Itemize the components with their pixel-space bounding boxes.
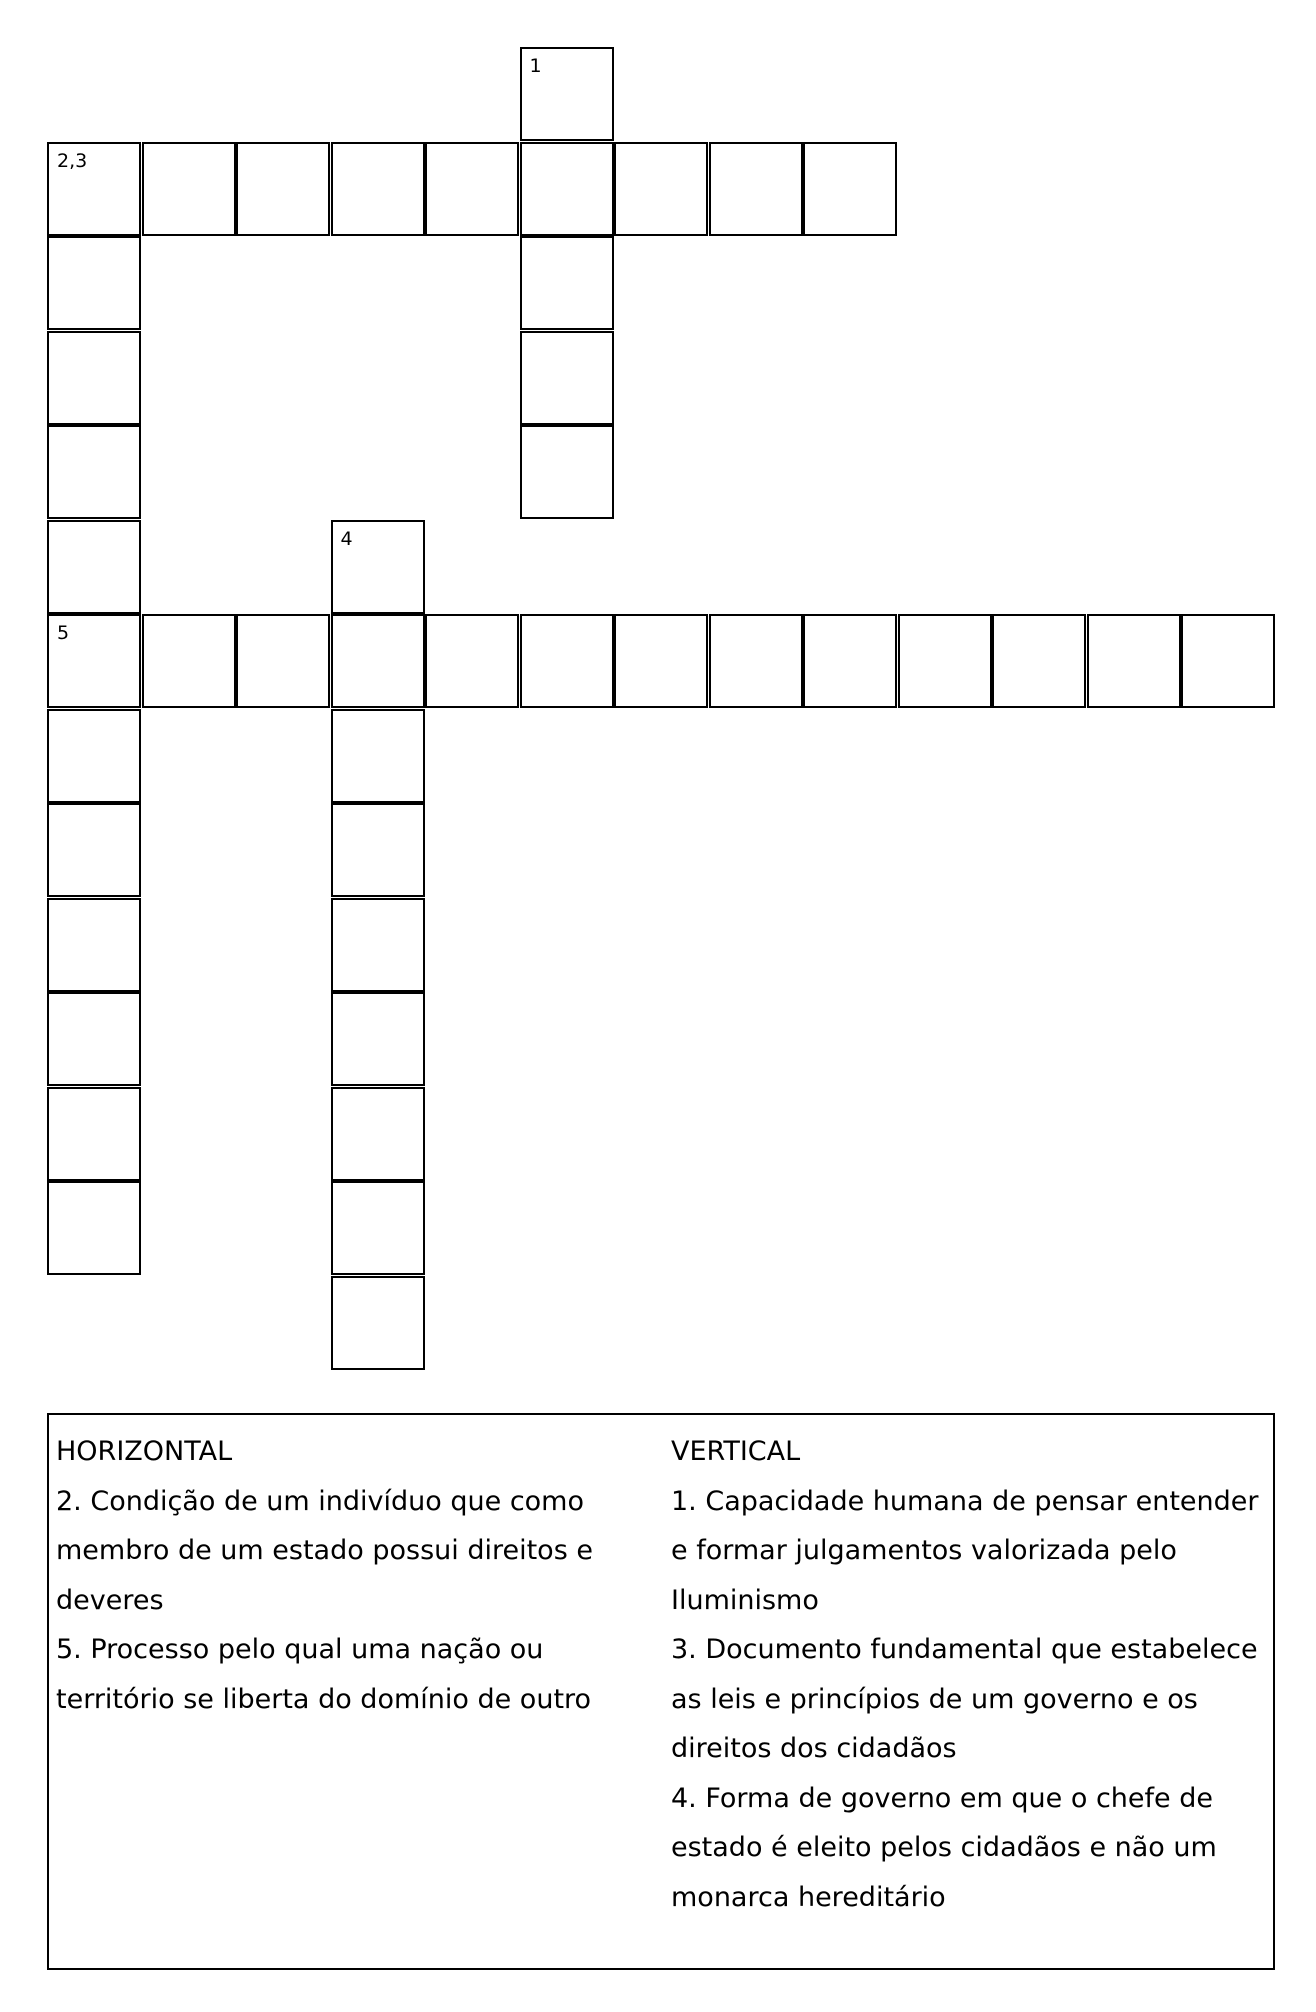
- grid-cell[interactable]: [1181, 614, 1275, 708]
- grid-cell[interactable]: [47, 331, 141, 425]
- grid-cell[interactable]: [331, 614, 425, 708]
- grid-cell[interactable]: [236, 142, 330, 236]
- grid-cell[interactable]: [614, 142, 708, 236]
- grid-cell[interactable]: [803, 614, 897, 708]
- clue-vertical-3: 3. Documento fundamental que estabelece as leis e princípios de um governo e os direitos dos cidadãos: [671, 1634, 1258, 1764]
- grid-cell[interactable]: [898, 614, 992, 708]
- grid-cell[interactable]: [47, 425, 141, 519]
- grid-cell[interactable]: [425, 614, 519, 708]
- vertical-heading: VERTICAL: [671, 1436, 801, 1467]
- grid-cell[interactable]: [331, 898, 425, 992]
- grid-cell[interactable]: [331, 803, 425, 897]
- clue-horizontal-5: 5. Processo pelo qual uma nação ou território se liberta do domínio de outro: [56, 1634, 592, 1715]
- grid-cell[interactable]: [47, 898, 141, 992]
- grid-cell[interactable]: [520, 331, 614, 425]
- horizontal-clues: [56, 1427, 616, 1724]
- grid-cell[interactable]: [236, 614, 330, 708]
- grid-cell[interactable]: [47, 142, 141, 236]
- clue-vertical-4: 4. Forma de governo em que o chefe de estado é eleito pelos cidadãos e não um monarca hereditário: [671, 1782, 1217, 1913]
- clue-number: 4: [340, 527, 353, 550]
- vertical-clues: [671, 1427, 1271, 1922]
- grid-cell[interactable]: [47, 520, 141, 614]
- grid-cell[interactable]: [47, 236, 141, 330]
- grid-cell[interactable]: [47, 1087, 141, 1181]
- clues-box: [47, 1413, 1275, 1970]
- clue-number: 2,3: [57, 149, 88, 172]
- grid-cell[interactable]: [331, 520, 425, 614]
- horizontal-heading: HORIZONTAL: [56, 1436, 233, 1467]
- grid-cell[interactable]: [520, 142, 614, 236]
- grid-cell[interactable]: [47, 614, 141, 708]
- grid-cell[interactable]: [520, 425, 614, 519]
- grid-cell[interactable]: [425, 142, 519, 236]
- grid-cell[interactable]: [520, 47, 614, 141]
- grid-cell[interactable]: [520, 614, 614, 708]
- grid-cell[interactable]: [709, 142, 803, 236]
- grid-cell[interactable]: [47, 1181, 141, 1275]
- grid-cell[interactable]: [331, 1276, 425, 1370]
- grid-cell[interactable]: [47, 803, 141, 897]
- clue-vertical-1: 1. Capacidade humana de pensar entender e formar julgamentos valorizada pelo Iluminismo: [671, 1485, 1259, 1616]
- grid-cell[interactable]: [803, 142, 897, 236]
- grid-cell[interactable]: [331, 709, 425, 803]
- grid-cell[interactable]: [142, 142, 236, 236]
- grid-cell[interactable]: [709, 614, 803, 708]
- grid-cell[interactable]: [331, 1181, 425, 1275]
- grid-cell[interactable]: [142, 614, 236, 708]
- grid-cell[interactable]: [1087, 614, 1181, 708]
- clue-horizontal-2: 2. Condição de um indivíduo que como membro de um estado possui direitos e deveres: [56, 1485, 593, 1616]
- grid-cell[interactable]: [331, 142, 425, 236]
- grid-cell[interactable]: [47, 992, 141, 1086]
- clue-number: 1: [529, 55, 542, 77]
- clue-number: 5: [57, 622, 70, 644]
- grid-cell[interactable]: [331, 992, 425, 1086]
- grid-cell[interactable]: [520, 236, 614, 330]
- grid-cell[interactable]: [47, 709, 141, 803]
- grid-cell[interactable]: [614, 614, 708, 708]
- grid-cell[interactable]: [992, 614, 1086, 708]
- grid-cell[interactable]: [331, 1087, 425, 1181]
